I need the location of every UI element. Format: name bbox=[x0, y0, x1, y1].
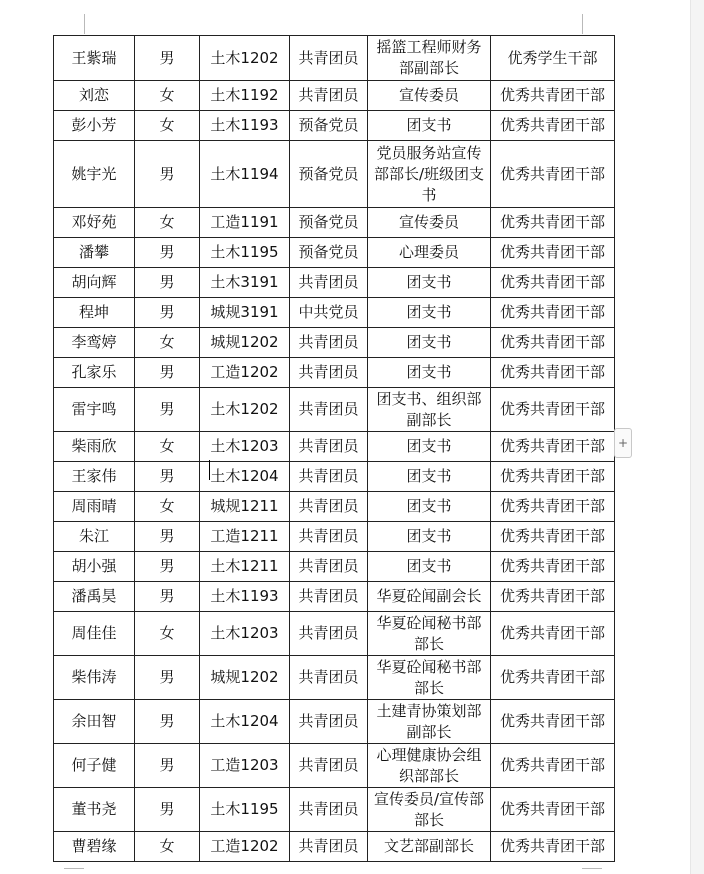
table-row bbox=[54, 208, 615, 238]
gender-cell[interactable]: 男 bbox=[135, 700, 200, 744]
position-cell[interactable]: 团支书 bbox=[368, 111, 491, 141]
table-row bbox=[54, 522, 615, 552]
gender-cell[interactable]: 男 bbox=[135, 358, 200, 388]
political-status-cell[interactable]: 共青团员 bbox=[290, 328, 368, 358]
gender-cell[interactable]: 男 bbox=[135, 522, 200, 552]
position-cell[interactable]: 华夏砼闻秘书部部长 bbox=[368, 656, 491, 700]
position-cell[interactable]: 心理健康协会组织部部长 bbox=[368, 744, 491, 788]
class-cell[interactable]: 工造1202 bbox=[200, 832, 290, 862]
gender-cell[interactable]: 男 bbox=[135, 582, 200, 612]
gender-cell[interactable]: 女 bbox=[135, 832, 200, 862]
gender-cell[interactable]: 男 bbox=[135, 268, 200, 298]
award-cell[interactable]: 优秀共青团干部 bbox=[491, 656, 615, 700]
table-row bbox=[54, 492, 615, 522]
award-cell[interactable]: 优秀共青团干部 bbox=[491, 358, 615, 388]
award-cell[interactable]: 优秀共青团干部 bbox=[491, 492, 615, 522]
class-cell[interactable]: 城规1202 bbox=[200, 656, 290, 700]
position-cell[interactable]: 摇篮工程师财务部副部长 bbox=[368, 36, 491, 81]
name-cell[interactable]: 余田智 bbox=[54, 700, 135, 744]
class-cell[interactable]: 工造1203 bbox=[200, 744, 290, 788]
class-cell[interactable]: 工造1211 bbox=[200, 522, 290, 552]
political-status-cell[interactable]: 中共党员 bbox=[290, 298, 368, 328]
political-status-cell[interactable]: 共青团员 bbox=[290, 81, 368, 111]
political-status-cell[interactable]: 共青团员 bbox=[290, 462, 368, 492]
award-cell[interactable]: 优秀共青团干部 bbox=[491, 788, 615, 832]
award-cell[interactable]: 优秀共青团干部 bbox=[491, 462, 615, 492]
class-cell[interactable]: 城规1202 bbox=[200, 328, 290, 358]
position-cell[interactable]: 党员服务站宣传部部长/班级团支书 bbox=[368, 141, 491, 208]
name-cell[interactable]: 潘攀 bbox=[54, 238, 135, 268]
class-cell[interactable]: 土木1195 bbox=[200, 238, 290, 268]
gender-cell[interactable]: 男 bbox=[135, 744, 200, 788]
political-status-cell[interactable]: 共青团员 bbox=[290, 492, 368, 522]
class-cell[interactable]: 土木1203 bbox=[200, 432, 290, 462]
name-cell[interactable]: 彭小芳 bbox=[54, 111, 135, 141]
class-cell[interactable]: 土木1204 bbox=[200, 700, 290, 744]
award-cell[interactable]: 优秀共青团干部 bbox=[491, 552, 615, 582]
table-row bbox=[54, 268, 615, 298]
class-cell[interactable]: 工造1191 bbox=[200, 208, 290, 238]
position-cell[interactable]: 团支书 bbox=[368, 552, 491, 582]
awardee-table-body bbox=[54, 36, 615, 862]
name-cell[interactable]: 姚宇光 bbox=[54, 141, 135, 208]
gender-cell[interactable]: 女 bbox=[135, 492, 200, 522]
name-cell[interactable]: 曹碧缘 bbox=[54, 832, 135, 862]
name-cell[interactable]: 周雨晴 bbox=[54, 492, 135, 522]
name-cell[interactable]: 王紫瑞 bbox=[54, 36, 135, 81]
award-cell[interactable]: 优秀共青团干部 bbox=[491, 298, 615, 328]
table-row bbox=[54, 328, 615, 358]
table-row bbox=[54, 111, 615, 141]
political-status-cell[interactable]: 共青团员 bbox=[290, 788, 368, 832]
name-cell[interactable]: 程坤 bbox=[54, 298, 135, 328]
award-cell[interactable]: 优秀共青团干部 bbox=[491, 432, 615, 462]
awardee-table bbox=[53, 35, 615, 862]
gender-cell[interactable]: 男 bbox=[135, 552, 200, 582]
table-row bbox=[54, 298, 615, 328]
class-cell[interactable]: 工造1202 bbox=[200, 358, 290, 388]
position-cell[interactable]: 文艺部副部长 bbox=[368, 832, 491, 862]
position-cell[interactable]: 华夏砼闻副会长 bbox=[368, 582, 491, 612]
position-cell[interactable]: 宣传委员 bbox=[368, 81, 491, 111]
page-corner-mark-bottom-right bbox=[582, 868, 602, 869]
award-cell[interactable]: 优秀共青团干部 bbox=[491, 582, 615, 612]
position-cell[interactable]: 团支书 bbox=[368, 328, 491, 358]
position-cell[interactable]: 团支书 bbox=[368, 358, 491, 388]
table-row bbox=[54, 700, 615, 744]
name-cell[interactable]: 柴伟涛 bbox=[54, 656, 135, 700]
table-row bbox=[54, 582, 615, 612]
political-status-cell[interactable]: 共青团员 bbox=[290, 656, 368, 700]
political-status-cell[interactable]: 共青团员 bbox=[290, 832, 368, 862]
political-status-cell[interactable]: 共青团员 bbox=[290, 582, 368, 612]
text-cursor bbox=[209, 460, 210, 480]
class-cell[interactable]: 土木1192 bbox=[200, 81, 290, 111]
political-status-cell[interactable]: 共青团员 bbox=[290, 700, 368, 744]
table-row bbox=[54, 238, 615, 268]
position-cell[interactable]: 宣传委员 bbox=[368, 208, 491, 238]
class-cell[interactable]: 土木1204 bbox=[200, 462, 290, 492]
position-cell[interactable]: 宣传委员/宣传部部长 bbox=[368, 788, 491, 832]
political-status-cell[interactable]: 共青团员 bbox=[290, 388, 368, 432]
award-cell[interactable]: 优秀共青团干部 bbox=[491, 328, 615, 358]
name-cell[interactable]: 邓妤苑 bbox=[54, 208, 135, 238]
table-row bbox=[54, 81, 615, 111]
political-status-cell[interactable]: 预备党员 bbox=[290, 141, 368, 208]
add-row-button[interactable]: + bbox=[614, 428, 632, 458]
political-status-cell[interactable]: 预备党员 bbox=[290, 238, 368, 268]
class-cell[interactable]: 土木1211 bbox=[200, 552, 290, 582]
name-cell[interactable]: 潘禹昊 bbox=[54, 582, 135, 612]
name-cell[interactable]: 周佳佳 bbox=[54, 612, 135, 656]
position-cell[interactable]: 团支书 bbox=[368, 522, 491, 552]
award-cell[interactable]: 优秀共青团干部 bbox=[491, 238, 615, 268]
name-cell[interactable]: 胡小强 bbox=[54, 552, 135, 582]
table-row bbox=[54, 788, 615, 832]
gender-cell[interactable]: 男 bbox=[135, 141, 200, 208]
award-cell[interactable]: 优秀共青团干部 bbox=[491, 612, 615, 656]
table-row bbox=[54, 744, 615, 788]
award-cell[interactable]: 优秀共青团干部 bbox=[491, 744, 615, 788]
class-cell[interactable]: 土木1202 bbox=[200, 36, 290, 81]
political-status-cell[interactable]: 共青团员 bbox=[290, 268, 368, 298]
gender-cell[interactable]: 女 bbox=[135, 432, 200, 462]
gender-cell[interactable]: 男 bbox=[135, 36, 200, 81]
name-cell[interactable]: 董书尧 bbox=[54, 788, 135, 832]
position-cell[interactable]: 团支书 bbox=[368, 268, 491, 298]
table-row bbox=[54, 832, 615, 862]
name-cell[interactable]: 雷宇鸣 bbox=[54, 388, 135, 432]
position-cell[interactable]: 心理委员 bbox=[368, 238, 491, 268]
political-status-cell[interactable]: 预备党员 bbox=[290, 208, 368, 238]
political-status-cell[interactable]: 共青团员 bbox=[290, 36, 368, 81]
political-status-cell[interactable]: 共青团员 bbox=[290, 552, 368, 582]
gender-cell[interactable]: 女 bbox=[135, 208, 200, 238]
name-cell[interactable]: 柴雨欣 bbox=[54, 432, 135, 462]
political-status-cell[interactable]: 预备党员 bbox=[290, 111, 368, 141]
award-cell[interactable]: 优秀共青团干部 bbox=[491, 268, 615, 298]
class-cell[interactable]: 土木1202 bbox=[200, 388, 290, 432]
class-cell[interactable]: 土木1195 bbox=[200, 788, 290, 832]
award-cell[interactable]: 优秀学生干部 bbox=[491, 36, 615, 81]
gender-cell[interactable]: 男 bbox=[135, 238, 200, 268]
page-corner-mark-top-right bbox=[582, 14, 583, 34]
position-cell[interactable]: 团支书 bbox=[368, 298, 491, 328]
gender-cell[interactable]: 女 bbox=[135, 81, 200, 111]
award-cell[interactable]: 优秀共青团干部 bbox=[491, 111, 615, 141]
award-cell[interactable]: 优秀共青团干部 bbox=[491, 700, 615, 744]
class-cell[interactable]: 土木1194 bbox=[200, 141, 290, 208]
position-cell[interactable]: 团支书 bbox=[368, 462, 491, 492]
political-status-cell[interactable]: 共青团员 bbox=[290, 358, 368, 388]
page-corner-mark-top-left bbox=[84, 14, 85, 34]
position-cell[interactable]: 华夏砼闻秘书部部长 bbox=[368, 612, 491, 656]
position-cell[interactable]: 团支书 bbox=[368, 492, 491, 522]
award-cell[interactable]: 优秀共青团干部 bbox=[491, 141, 615, 208]
table-row bbox=[54, 36, 615, 81]
table-row bbox=[54, 612, 615, 656]
name-cell[interactable]: 刘恋 bbox=[54, 81, 135, 111]
table-row bbox=[54, 358, 615, 388]
table-row bbox=[54, 462, 615, 492]
class-cell[interactable]: 土木1203 bbox=[200, 612, 290, 656]
table-row bbox=[54, 656, 615, 700]
vertical-scrollbar[interactable] bbox=[690, 0, 704, 874]
award-cell[interactable]: 优秀共青团干部 bbox=[491, 522, 615, 552]
position-cell[interactable]: 土建青协策划部副部长 bbox=[368, 700, 491, 744]
class-cell[interactable]: 城规1211 bbox=[200, 492, 290, 522]
gender-cell[interactable]: 女 bbox=[135, 111, 200, 141]
award-cell[interactable]: 优秀共青团干部 bbox=[491, 388, 615, 432]
gender-cell[interactable]: 男 bbox=[135, 656, 200, 700]
position-cell[interactable]: 团支书 bbox=[368, 432, 491, 462]
gender-cell[interactable]: 男 bbox=[135, 462, 200, 492]
class-cell[interactable]: 城规3191 bbox=[200, 298, 290, 328]
gender-cell[interactable]: 男 bbox=[135, 788, 200, 832]
political-status-cell[interactable]: 共青团员 bbox=[290, 522, 368, 552]
political-status-cell[interactable]: 共青团员 bbox=[290, 744, 368, 788]
award-cell[interactable]: 优秀共青团干部 bbox=[491, 208, 615, 238]
table-row bbox=[54, 388, 615, 432]
political-status-cell[interactable]: 共青团员 bbox=[290, 612, 368, 656]
table-row bbox=[54, 141, 615, 208]
name-cell[interactable]: 王家伟 bbox=[54, 462, 135, 492]
gender-cell[interactable]: 男 bbox=[135, 298, 200, 328]
award-cell[interactable]: 优秀共青团干部 bbox=[491, 832, 615, 862]
name-cell[interactable]: 朱江 bbox=[54, 522, 135, 552]
gender-cell[interactable]: 男 bbox=[135, 388, 200, 432]
name-cell[interactable]: 胡向辉 bbox=[54, 268, 135, 298]
class-cell[interactable]: 土木1193 bbox=[200, 111, 290, 141]
political-status-cell[interactable]: 共青团员 bbox=[290, 432, 368, 462]
name-cell[interactable]: 李鸾婷 bbox=[54, 328, 135, 358]
table-row bbox=[54, 432, 615, 462]
position-cell[interactable]: 团支书、组织部副部长 bbox=[368, 388, 491, 432]
name-cell[interactable]: 何子健 bbox=[54, 744, 135, 788]
class-cell[interactable]: 土木1193 bbox=[200, 582, 290, 612]
class-cell[interactable]: 土木3191 bbox=[200, 268, 290, 298]
name-cell[interactable]: 孔家乐 bbox=[54, 358, 135, 388]
table-row bbox=[54, 552, 615, 582]
gender-cell[interactable]: 女 bbox=[135, 328, 200, 358]
gender-cell[interactable]: 女 bbox=[135, 612, 200, 656]
award-cell[interactable]: 优秀共青团干部 bbox=[491, 81, 615, 111]
page-corner-mark-bottom-left bbox=[64, 868, 84, 869]
